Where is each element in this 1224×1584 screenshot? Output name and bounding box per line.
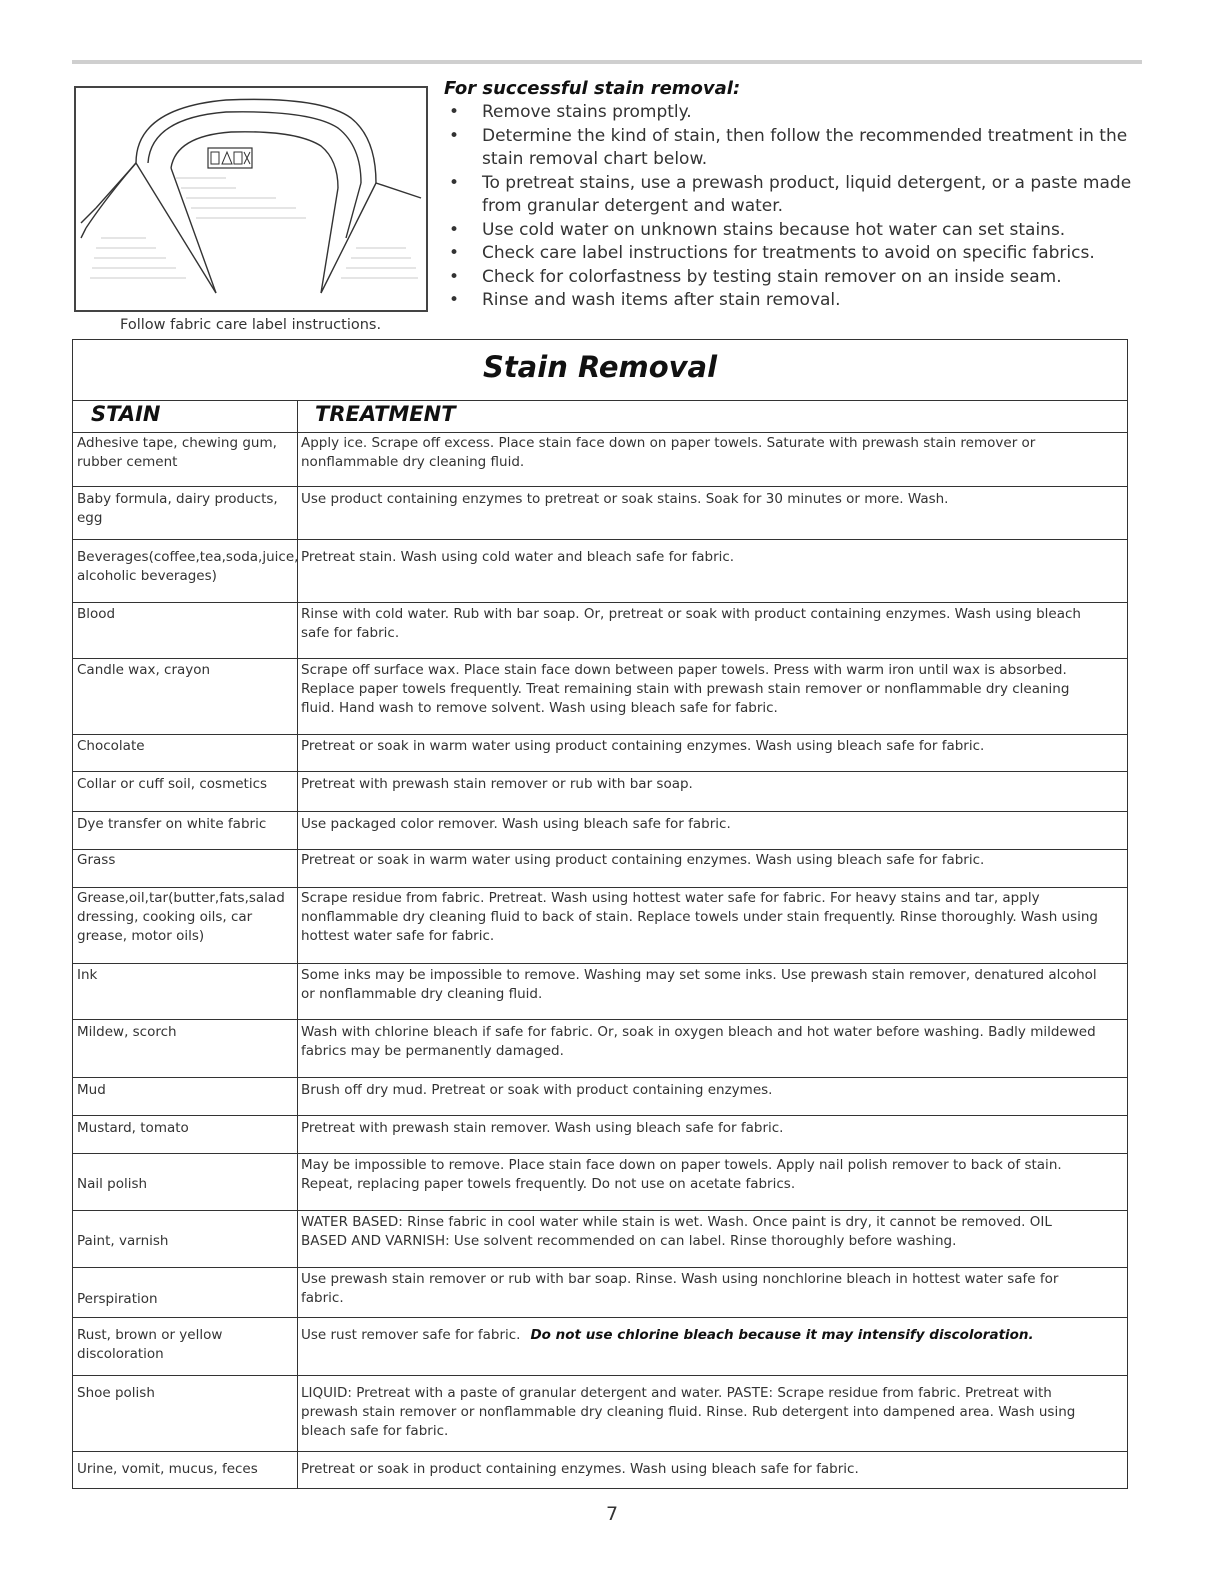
table-row [73,964,1127,1020]
table-row [73,433,1127,487]
bullet-icon: • [449,219,460,240]
stain-removal-table [72,339,1128,1489]
treatment-text: Use rust remover safe for fabric. [301,1327,521,1343]
stain-cell: Grass [77,852,116,868]
table-row [73,812,1127,850]
stain-cell: Mud [77,1082,106,1098]
table-row [73,1318,1127,1376]
table-row [73,1452,1127,1489]
table-row [73,735,1127,772]
stain-cell: Collar or cuff soil, cosmetics [77,776,268,792]
tip-item: • To pretreat stains, use a prewash product, liquid detergent, or a paste made from granular detergent and water. [449,172,1132,216]
stain-cell: Grease,oil,tar(butter,fats,salad dressing, cooking oils, car grease, motor oils) [77,890,285,944]
treatment-cell: Wash with chlorine bleach if safe for fabric. Or, soak in oxygen bleach and hot water before washing. Badly mildewed fabrics may be permanently damaged. [301,1024,1096,1059]
treatment-cell: Pretreat with prewash stain remover or rub with bar soap. [301,776,693,792]
bullet-icon: • [449,125,460,146]
warning-text: Do not use chlorine bleach because it may intensify discoloration. [530,1327,1034,1343]
stain-cell: Beverages(coffee,tea,soda,juice, alcoholic beverages) [77,549,299,584]
table-title: Stain Removal [482,350,718,384]
shirt-collar-icon [76,88,426,310]
page-number: 7 [605,1503,619,1525]
bullet-icon: • [449,102,460,122]
tips-title: For successful stain removal: [444,78,741,99]
stain-cell: Blood [77,606,116,622]
table-row [73,1020,1127,1078]
stain-cell: Mildew, scorch [77,1024,177,1040]
bullet-icon: • [449,266,460,287]
stain-cell: Perspiration [77,1291,158,1307]
stain-cell: Paint, varnish [77,1233,169,1249]
treatment-cell: Apply ice. Scrape off excess. Place stain face down on paper towels. Saturate with prewash stain remover or nonflammable dry cleaning fluid. [301,435,1036,470]
stain-tips [444,78,1144,313]
treatment-cell: Use packaged color remover. Wash using bleach safe for fabric. [301,816,731,832]
treatment-cell: Use product containing enzymes to pretreat or soak stains. Soak for 30 minutes or more. Wash. [301,491,949,507]
stain-cell: Urine, vomit, mucus, feces [77,1461,258,1477]
tip-item: • Check for colorfastness by testing stain remover on an inside seam. [444,266,1144,290]
bullet-icon: • [449,243,460,263]
table-row [73,487,1127,540]
bullet-icon: • [449,172,460,193]
table-row [73,1376,1127,1452]
stain-cell: Nail polish [77,1176,148,1192]
top-rule [72,60,1142,64]
treatment-cell: Rinse with cold water. Rub with bar soap. Or, pretreat or soak with product containing enzymes. Wash using bleach safe for fabric. [301,606,1081,641]
table-row [73,1078,1127,1116]
stain-cell: Ink [77,967,98,983]
header-stain: STAIN [91,402,161,426]
figure-caption: Follow fabric care label instructions. [120,317,382,333]
stain-cell: Shoe polish [77,1385,155,1401]
treatment-cell: Pretreat with prewash stain remover. Wash using bleach safe for fabric. [301,1120,784,1136]
table-row [73,659,1127,735]
treatment-cell: Use prewash stain remover or rub with bar soap. Rinse. Wash using nonchlorine bleach in hottest water safe for fabric. [301,1271,1059,1306]
treatment-cell: Pretreat or soak in warm water using product containing enzymes. Wash using bleach safe for fabric. [301,738,985,754]
stain-cell: Dye transfer on white fabric [77,816,267,832]
treatment-cell: Pretreat stain. Wash using cold water and bleach safe for fabric. [301,549,735,565]
stain-cell: Mustard, tomato [77,1120,189,1136]
table-row [73,1116,1127,1154]
table-row [73,540,1127,603]
tips-list [444,101,1144,313]
table-row [73,1268,1127,1318]
stain-cell: Chocolate [77,738,145,754]
stain-cell: Rust, brown or yellow discoloration [77,1327,223,1362]
treatment-cell: May be impossible to remove. Place stain face down on paper towels. Apply nail polish remover to back of stain. Repeat, replacing paper towels frequently. Do not use on acetate fabrics. [301,1157,1062,1192]
stain-cell: Candle wax, crayon [77,662,211,678]
treatment-cell: LIQUID: Pretreat with a paste of granular detergent and water. PASTE: Scrape residue from fabric. Pretreat with prewash stain remover or nonflammable dry cleaning fluid. Rinse. Rub detergent into dampened area. Wash using bleach safe for fabric. [301,1385,1076,1439]
table-header [73,400,1127,433]
stain-cell: Adhesive tape, chewing gum, rubber cement [77,435,277,470]
shirt-collar-illustration [74,86,428,312]
table-row [73,772,1127,812]
tip-item: • Check care label instructions for treatments to avoid on specific fabrics. [444,242,1144,266]
tip-item: • Rinse and wash items after stain removal. [444,289,1144,313]
treatment-cell: Scrape residue from fabric. Pretreat. Wash using hottest water safe for fabric. For heavy stains and tar, apply nonflammable dry cleaning fluid to back of stain. Replace towels under stain frequently. Rinse thoroughly. Wash using hottest water safe for fabric. [301,890,1099,944]
table-row [73,1211,1127,1268]
tip-item: • Remove stains promptly. [444,101,1144,125]
tip-item: • Determine the kind of stain, then follow the recommended treatment in the stain removal chart below. [449,125,1128,169]
table-row [73,850,1127,888]
table-row [73,888,1127,964]
treatment-cell: Some inks may be impossible to remove. Washing may set some inks. Use prewash stain remover, denatured alcohol or nonflammable dry cleaning fluid. [301,967,1097,1002]
treatment-cell: Brush off dry mud. Pretreat or soak with product containing enzymes. [301,1082,773,1098]
treatment-cell: Pretreat or soak in product containing enzymes. Wash using bleach safe for fabric. [301,1461,859,1477]
header-treatment: TREATMENT [315,402,456,426]
treatment-cell: WATER BASED: Rinse fabric in cool water while stain is wet. Wash. Once paint is dry, it cannot be removed. OIL BASED AND VARNISH: Use solvent recommended on can label. Rinse thoroughly before washing. [301,1214,1052,1249]
table-row [73,1154,1127,1211]
treatment-cell: Scrape off surface wax. Place stain face down between paper towels. Press with warm iron until wax is absorbed. Replace paper towels frequently. Treat remaining stain with prewash stain remover or nonflammable dry cleaning fluid. Hand wash to remove solvent. Wash using bleach safe for fabric. [301,662,1070,716]
bullet-icon: • [449,290,460,310]
treatment-cell: Pretreat or soak in warm water using product containing enzymes. Wash using bleach safe for fabric. [301,852,985,868]
tip-item: • Use cold water on unknown stains because hot water can set stains. [444,219,1144,243]
table-row [73,603,1127,659]
treatment-cell [301,1326,1101,1345]
stain-cell: Baby formula, dairy products, egg [77,491,278,526]
